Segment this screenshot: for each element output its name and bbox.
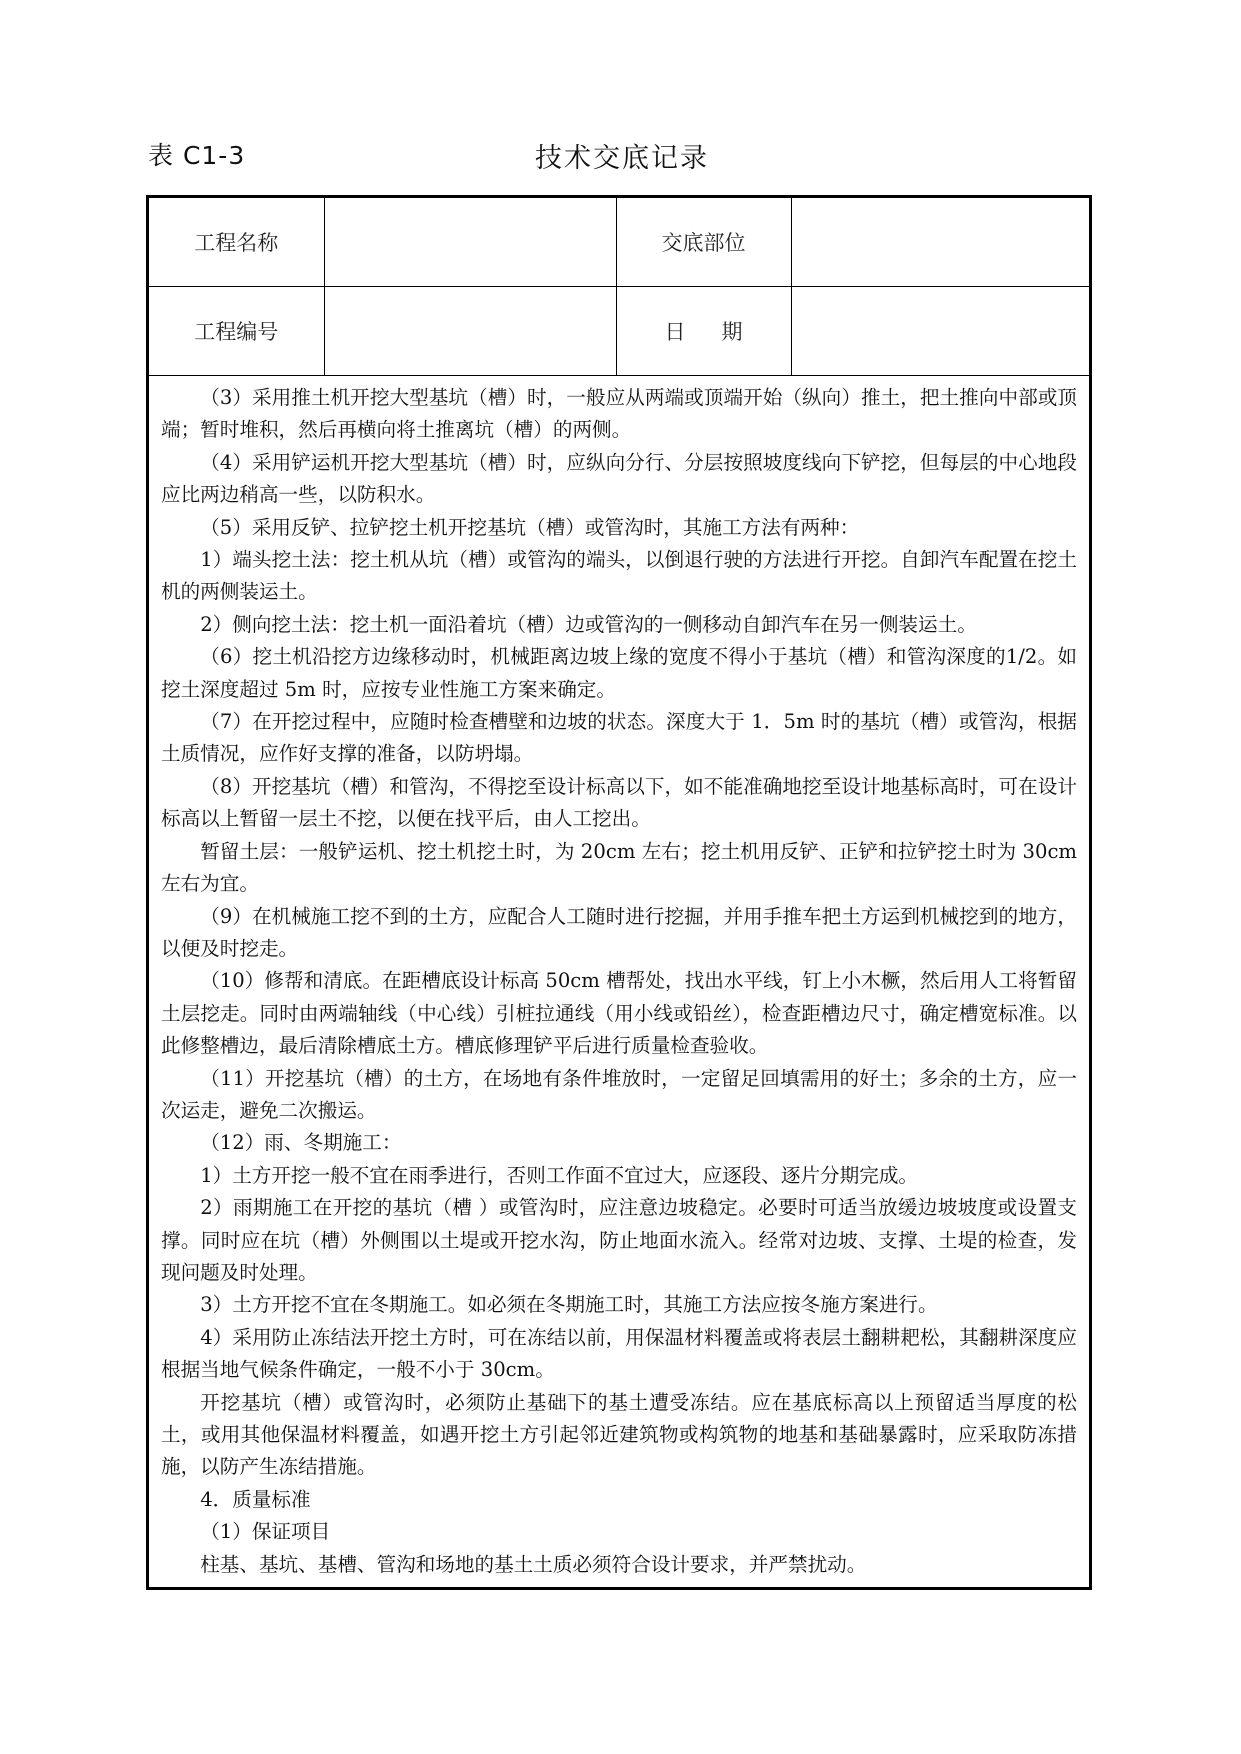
- paragraph: 1）土方开挖一般不宜在雨季进行，否则工作面不宜过大，应逐段、逐片分期完成。: [200, 1163, 919, 1187]
- paragraph: （10）修帮和清底。在距槽底设计标高 50cm 槽帮处，找出水平线，钉上小木橛，然后用人工将暂留土层挖走。同时由两端轴线（中心线）引桩拉通线（用小线或铅丝），检查距槽边尺寸，确定槽宽标准。以此修整槽边，最后清除槽底土方。槽底修理铲平后进行质量检查验收。: [161, 969, 1077, 1058]
- project-name-field[interactable]: [324, 198, 616, 287]
- paragraph: 4）采用防止冻结法开挖土方时，可在冻结以前，用保温材料覆盖或将表层土翻耕耙松，其翻耕深度应根据当地气候条件确定，一般不小于 30cm。: [161, 1325, 1077, 1382]
- document-title: 技术交底记录: [535, 143, 709, 174]
- handover-part-label: 交底部位: [616, 198, 791, 287]
- project-number-label: 工程编号: [149, 287, 324, 376]
- paragraph: 暂留土层：一般铲运机、挖土机挖土时，为 20cm 左右；挖土机用反铲、正铲和拉铲挖土时为 30cm 左右为宜。: [161, 839, 1077, 896]
- paragraph: （7）在开挖过程中，应随时检查槽壁和边坡的状态。深度大于 1．5m 时的基坑（槽）或管沟，根据土质情况，应作好支撑的准备，以防坍塌。: [161, 710, 1077, 766]
- project-name-label: 工程名称: [149, 198, 324, 287]
- handover-content: [161, 382, 1077, 1581]
- date-field[interactable]: [791, 287, 1089, 376]
- paragraph: 开挖基坑（槽）或管沟时，必须防止基础下的基土遭受冻结。应在基底标高以上预留适当厚度的松土，或用其他保温材料覆盖，如遇开挖土方引起邻近建筑物或构筑物的地基和基础暴露时，应采取防冻措施，以防产生冻结措施。: [161, 1390, 1077, 1479]
- paragraph: 柱基、基坑、基槽、管沟和场地的基土土质必须符合设计要求，并严禁扰动。: [200, 1552, 867, 1576]
- paragraph: 2）侧向挖土法：挖土机一面沿着坑（槽）边或管沟的一侧移动自卸汽车在另一侧装运土。: [200, 612, 977, 636]
- paragraph: （1）保证项目: [200, 1520, 331, 1544]
- info-table: [149, 198, 1089, 376]
- info-row-project-name: [149, 198, 1089, 287]
- handover-part-field[interactable]: [791, 198, 1089, 287]
- record-frame: [146, 195, 1092, 1590]
- paragraph: 2）雨期施工在开挖的基坑（槽 ）或管沟时，应注意边坡稳定。必要时可适当放缓边坡坡度或设置支撑。同时应在坑（槽）外侧围以土堤或开挖水沟，防止地面水流入。经常对边坡、支撑、土堤的检查，发现问题及时处理。: [161, 1196, 1077, 1284]
- paragraph: （5）采用反铲、拉铲挖土机开挖基坑（槽）或管沟时，其施工方法有两种：: [200, 515, 860, 539]
- date-label: 日期: [616, 287, 791, 376]
- paragraph: 4．质量标准: [200, 1487, 311, 1511]
- paragraph: （3）采用推土机开挖大型基坑（槽）时，一般应从两端或顶端开始（纵向）推土，把土推向中部或顶端；暂时堆积，然后再横向将土推离坑（槽）的两侧。: [161, 386, 1077, 442]
- paragraph: 3）土方开挖不宜在冬期施工。如必须在冬期施工时，其施工方法应按冬施方案进行。: [200, 1293, 938, 1317]
- paragraph: （12）雨、冬期施工：: [200, 1131, 402, 1155]
- info-row-project-number: [149, 287, 1089, 376]
- paragraph: （4）采用铲运机开挖大型基坑（槽）时，应纵向分行、分层按照坡度线向下铲挖，但每层的中心地段应比两边稍高一些，以防积水。: [161, 450, 1077, 507]
- paragraph: （8）开挖基坑（槽）和管沟，不得挖至设计标高以下，如不能准确地挖至设计地基标高时，可在设计标高以上暂留一层土不挖，以便在找平后，由人工挖出。: [161, 774, 1077, 831]
- paragraph: （9）在机械施工挖不到的土方，应配合人工随时进行挖掘，并用手推车把土方运到机械挖到的地方，以便及时挖走。: [161, 904, 1077, 960]
- paragraph: （6）挖土机沿挖方边缘移动时，机械距离边坡上缘的宽度不得小于基坑（槽）和管沟深度的1/2。如挖土深度超过 5m 时，应按专业性施工方案来确定。: [161, 645, 1077, 701]
- form-code: 表 C1-3: [148, 141, 246, 170]
- paragraph: （11）开挖基坑（槽）的土方，在场地有条件堆放时，一定留足回填需用的好土；多余的土方，应一次运走，避免二次搬运。: [161, 1066, 1077, 1122]
- project-number-field[interactable]: [324, 287, 616, 376]
- paragraph: 1）端头挖土法：挖土机从坑（槽）或管沟的端头，以倒退行驶的方法进行开挖。自卸汽车配置在挖土机的两侧装运土。: [161, 548, 1077, 604]
